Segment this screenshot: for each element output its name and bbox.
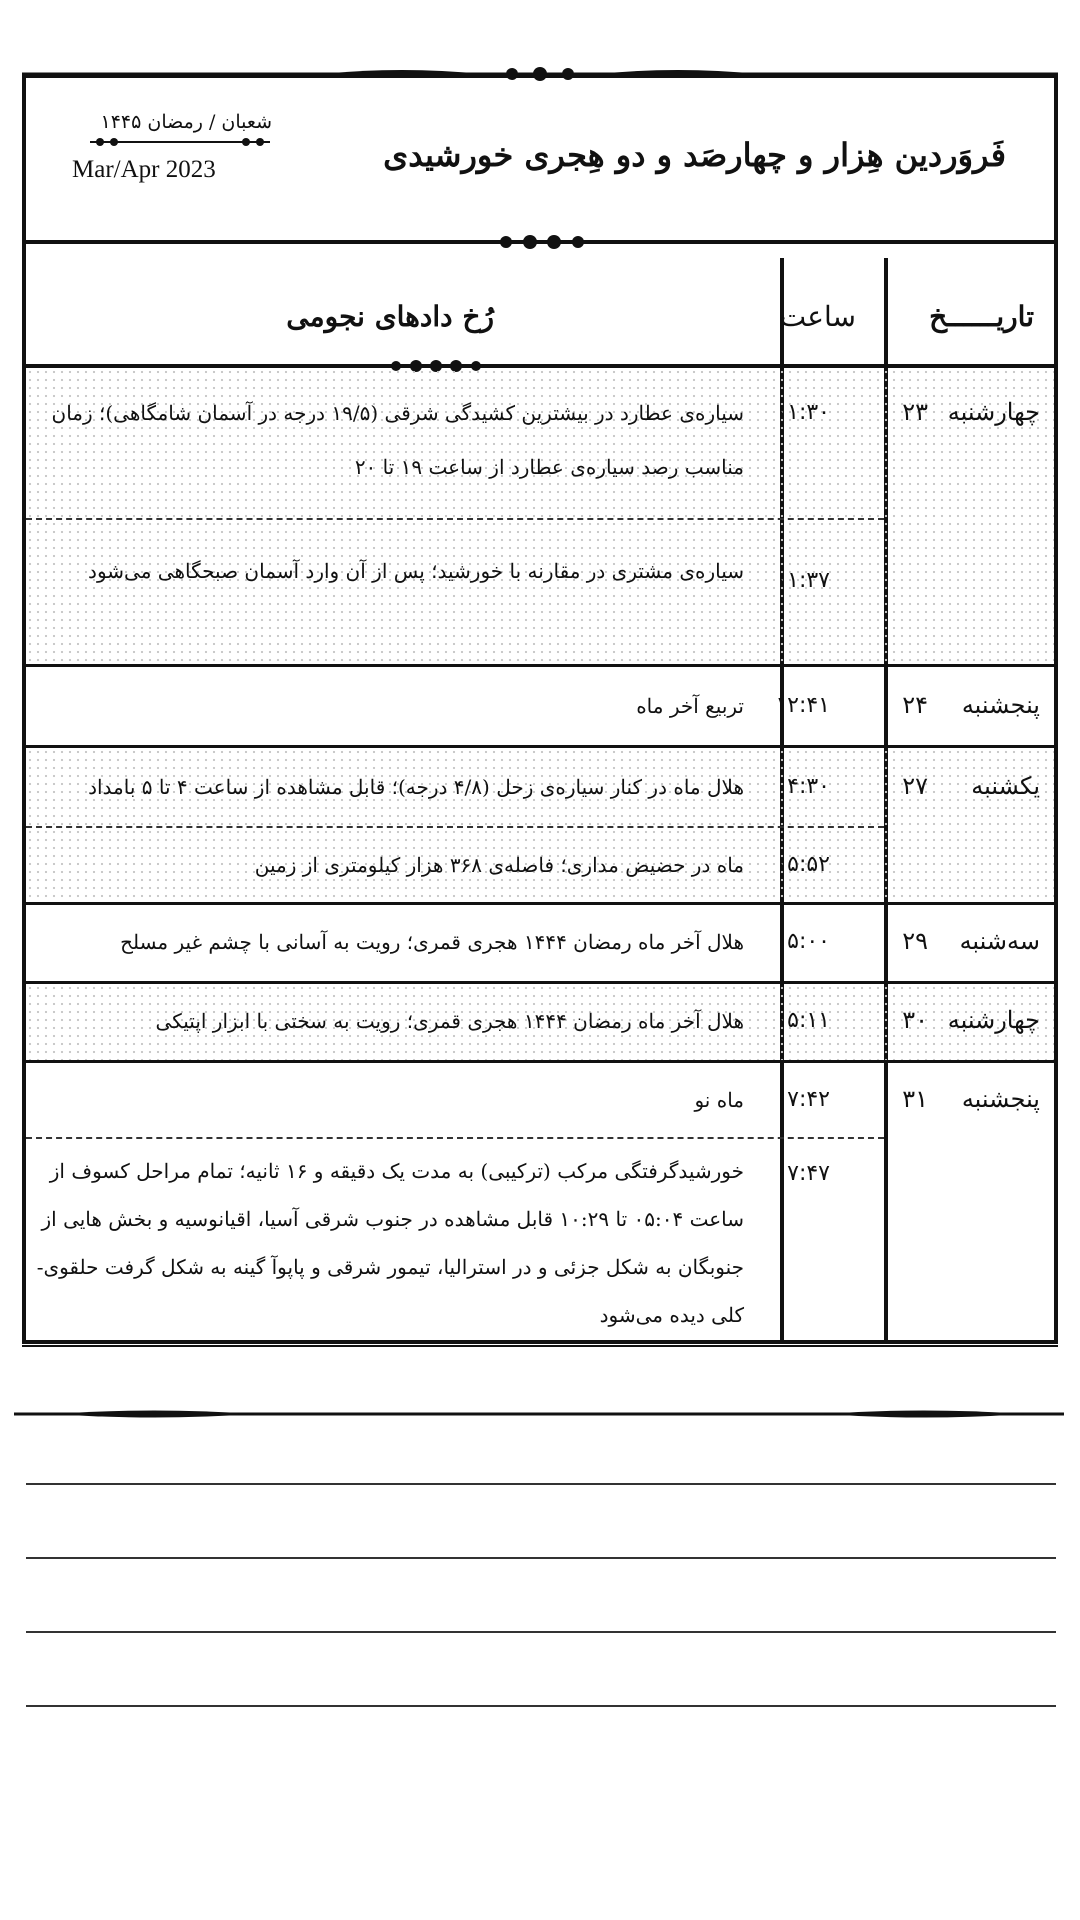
months-divider: [90, 136, 270, 148]
notes-ornament: [14, 1404, 1064, 1424]
table-row: [26, 905, 1054, 981]
event-time: ۰۷:۴۲: [775, 1087, 830, 1112]
event-time: ۰۵:۰۰: [775, 929, 830, 954]
note-line: [26, 1483, 1056, 1485]
table-row: [26, 1063, 1054, 1345]
event-text: خورشیدگرفتگی مرکب (ترکیبی) به مدت یک دقیقه و ۱۶ ثانیه؛ تمام مراحل کسوف از ساعت ۰۵:۰۴ تا ۱۰:۲۹ قابل مشاهده در جنوب شرقی آسیا، اقیانوسیه و بخش هایی از جنوبگان به شکل جزئی و در استرالیا، تیمور شرقی و پاپوآ گینه به شکل گرفت حلقوی-کلی دیده می‌شود: [36, 1159, 744, 1327]
page-title: فَروَردین هِزار و چهارصَد و دو هِجری خورشیدی: [383, 136, 1006, 174]
bottom-ornament: [22, 1336, 1058, 1356]
calendar-frame: [22, 74, 1058, 1344]
table-row: [26, 748, 1054, 902]
day-name: سه‌شنبه: [959, 927, 1040, 955]
day-date: ۳۱: [902, 1085, 928, 1113]
header-ornament: [326, 232, 766, 252]
event-time: ۰۷:۴۷: [775, 1161, 830, 1186]
event-separator: [26, 518, 884, 520]
event-separator: [26, 826, 884, 828]
event-time: ۰۱:۳۰: [775, 400, 830, 425]
day-date: ۳۰: [902, 1006, 928, 1034]
event-time: ۰۵:۱۱: [775, 1008, 830, 1033]
event-text: ماه نو: [694, 1088, 744, 1112]
event-text: سیاره‌ی مشتری در مقارنه با خورشید؛ پس از آن وارد آسمان صبحگاهی می‌شود: [88, 559, 744, 583]
event-text: سیاره‌ی عطارد در بیشترین کشیدگی شرقی (۱۹/۵ درجه در آسمان شامگاهی)؛ زمان مناسب رصد سیاره‌ی عطارد از ساعت ۱۹ تا ۲۰: [51, 401, 744, 479]
event-text: هلال آخر ماه رمضان ۱۴۴۴ هجری قمری؛ رویت به سختی با ابزار اپتیکی: [155, 1009, 744, 1033]
table-row: [26, 667, 1054, 745]
note-line: [26, 1705, 1056, 1707]
day-date: ۲۴: [902, 691, 928, 719]
day-date: ۲۳: [902, 398, 928, 426]
event-time: ۰۴:۳۰: [775, 774, 830, 799]
hijri-months: شعبان / رمضان ۱۴۴۵: [100, 111, 272, 133]
table-row: [26, 984, 1054, 1060]
event-time: ۰۱:۳۷: [775, 568, 830, 593]
note-line: [26, 1557, 1056, 1559]
day-name: چهارشنبه: [947, 1006, 1040, 1034]
event-time: ۰۵:۵۲: [775, 852, 830, 877]
header-date: تاریــــــخ: [929, 300, 1034, 333]
event-text: ماه در حضیض مداری؛ فاصله‌ی ۳۶۸ هزار کیلومتری از زمین: [254, 853, 744, 877]
day-name: چهارشنبه: [947, 398, 1040, 426]
day-date: ۲۹: [902, 927, 928, 955]
event-text: تربیع آخر ماه: [636, 694, 744, 718]
header-time: ساعت: [779, 300, 856, 333]
day-name: پنجشنبه: [961, 1085, 1040, 1113]
event-separator: [26, 1137, 884, 1139]
note-line: [26, 1631, 1056, 1633]
event-text: هلال آخر ماه رمضان ۱۴۴۴ هجری قمری؛ رویت به آسانی با چشم غیر مسلح: [120, 930, 744, 954]
event-text: هلال ماه در کنار سیاره‌ی زحل (۴/۸ درجه)؛ قابل مشاهده از ساعت ۴ تا ۵ بامداد: [88, 775, 744, 799]
header-events: رُخ دادهای نجومی: [286, 300, 494, 333]
day-name: یکشنبه: [971, 772, 1040, 800]
table-row: [26, 368, 1054, 664]
event-time: ۱۲:۴۱: [775, 693, 830, 718]
gregorian-months: Mar/Apr 2023: [72, 156, 216, 183]
month-labels: [72, 108, 272, 184]
day-name: پنجشنبه: [961, 691, 1040, 719]
day-date: ۲۷: [902, 772, 928, 800]
